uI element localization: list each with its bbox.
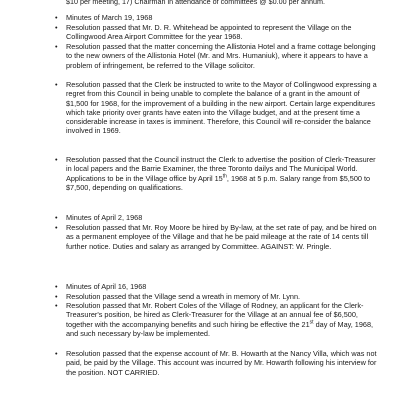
bullet-icon: • [55,155,58,164]
top-cut-off-line: $10 per meeting, 17) Chairman in attendance of committees @ $0.00 per annum. [66,0,326,6]
resolution-howarth-expense: • Resolution passed that the expense account of Mr. B. Howarth at the Nancy Villa, which was not paid, be paid by the Village. This account was incurred by Mr. Howarth following his interview for the position. NOT CARRIED. [55,349,377,377]
resolution-whitehead: • Resolution passed that Mr. D. R. Whitehead be appointed to represent the Village on the Collingwood Area Airport Committee for the year 1968. [55,23,352,42]
resolution-advertise-clerk: • Resolution passed that the Council instruct the Clerk to advertise the position of Clerk-Treasurer in local papers and the Barrie Examiner, the three Toronto dailys and The Municipal World. Applications to be in the Village office by April 15th, 1968 at 5 p.m. Salary range from $5,500 to $7,500, depending on qualifications. [55,155,376,192]
resolution-collingwood-grant: • Resolution passed that the Clerk be instructed to write to the Mayor of Collingwood expressing a regret from this Council in being unable to complete the balance of a grant in the amount of $1,500 for 1968, for the improvement of a building in the new airport. Certain large expenditures which take priority over grants have eaten into the Village budget, and at the present time a considerable increase in taxes is imminent. Therefore, this Council will re-consider the balance involved in 1969. [55,80,377,136]
resolution-allistonia-hotel: • Resolution passed that the matter concerning the Allistonia Hotel and a frame cottage belonging to the new owners of the Allistonia Hotel (Mr. and Mrs. Humaniuk), where it appears to have a problem of infringement, be referred to the Village solicitor. [55,42,376,70]
bullet-icon: • [55,42,58,51]
heading-minutes-april-16: • Minutes of April 16, 1968 [55,282,147,291]
bullet-icon: • [55,223,58,232]
bullet-icon: • [55,349,58,358]
heading-minutes-march-19: • Minutes of March 19, 1968 [55,13,153,22]
resolution-wreath: • Resolution passed that the Village send a wreath in memory of Mr. Lynn. [55,292,301,301]
bullet-icon: • [55,23,58,32]
bullet-icon: • [55,282,58,291]
bullet-icon: • [55,13,58,22]
resolution-roy-moore: • Resolution passed that Mr. Roy Moore be hired by By-law, at the set rate of pay, and be hired on as a permanent employee of the Village and that he be paid mileage at the rate of 14 cents till further notice. Duties and salary as arranged by Committee. AGAINST: W. Pringle. [55,223,377,251]
heading-minutes-april-2: • Minutes of April 2, 1968 [55,213,143,222]
bullet-icon: • [55,301,58,310]
bullet-icon: • [55,292,58,301]
bullet-icon: • [55,213,58,222]
bullet-icon: • [55,80,58,89]
resolution-robert-coles: • Resolution passed that Mr. Robert Coles of the Village of Rodney, an applicant for the Clerk-Treasurer's position, be hired as Clerk-Treasurer for the Village at an annual fee of $6,500, together with the accompanying benefits and such hiring be effective the 21st day of May, 1968, and such necessary by-law be implemented. [55,301,374,338]
